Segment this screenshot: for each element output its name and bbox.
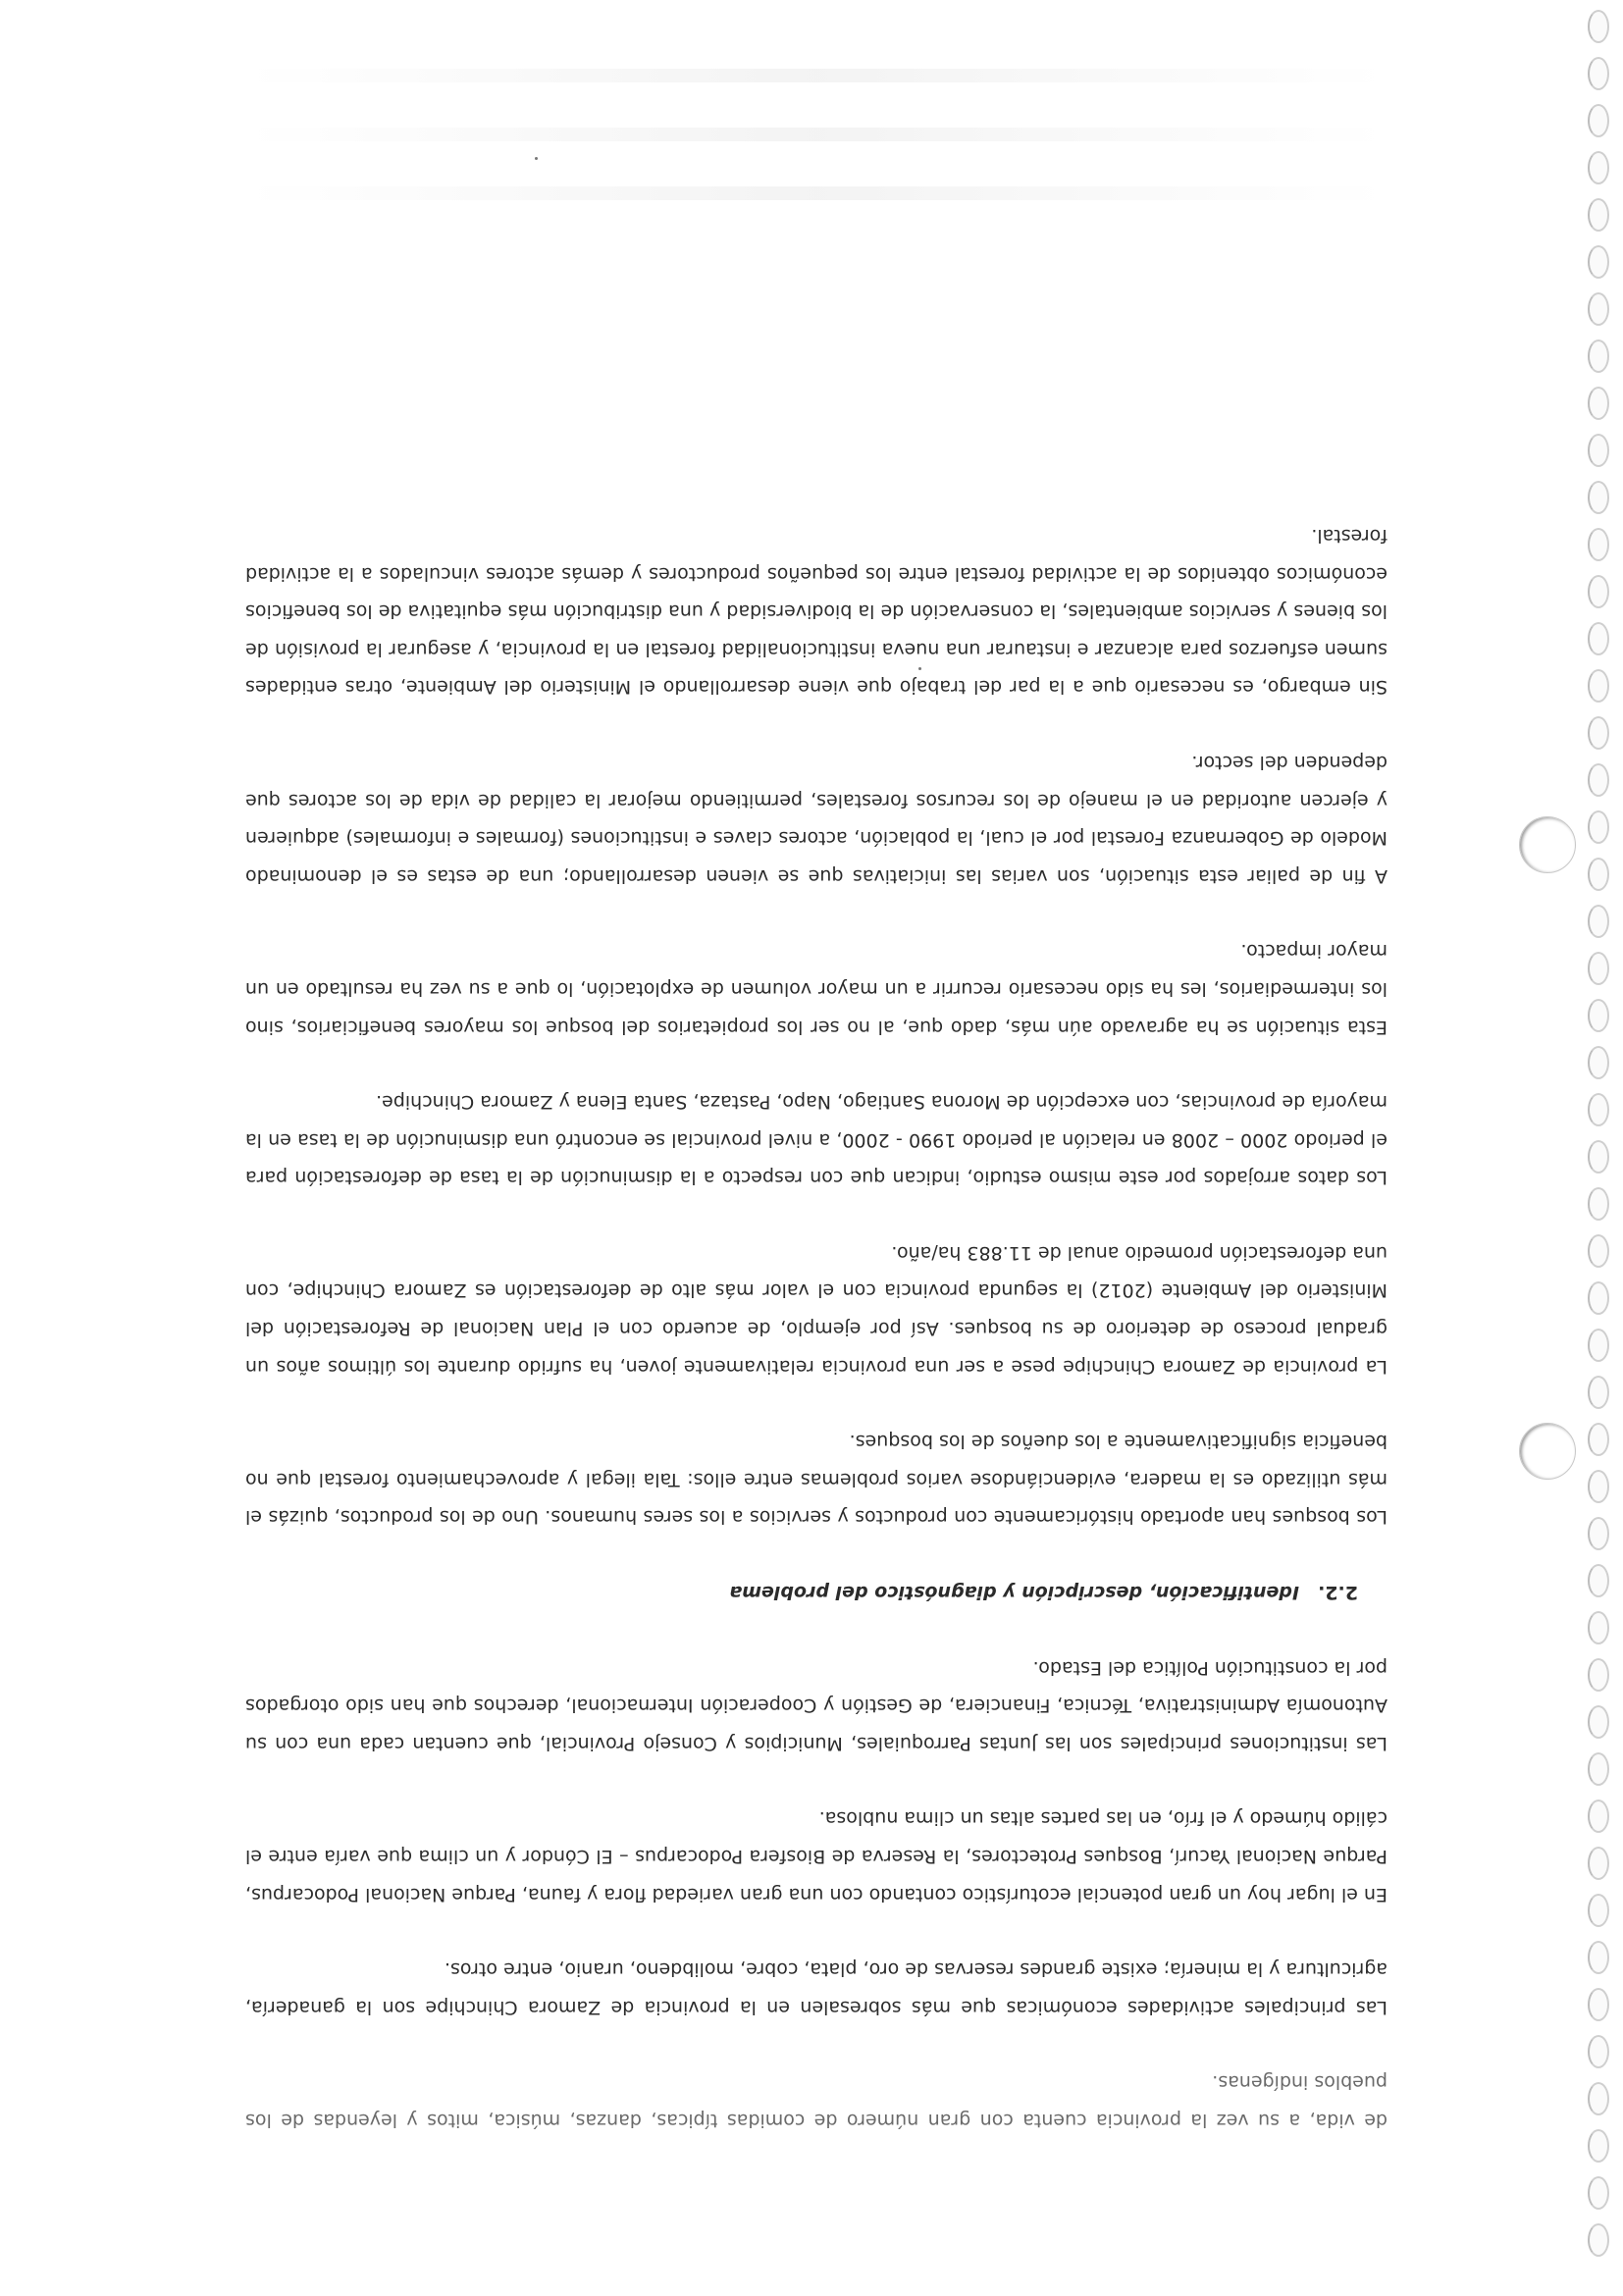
document-body (245, 471, 1387, 2139)
binder-hole (1588, 1847, 1609, 1880)
paragraph-situation-worsened: Esta situación se ha agravado aún más, dado que, al no ser los propietarios del bosque los mayores beneficiarios, sino los intermediarios, les ha sido necesario recurrir a un mayor volumen de explotación, lo que a su vez ha resultado en un mayor impacto. (245, 940, 1387, 1038)
binder-hole (1588, 1329, 1609, 1362)
paragraph-economic-activities: Las principales actividades económicas que más sobresalen en la provincia de Zamora Chinchipe son la ganadería, agricultura y la minería; existe grandes reservas de oro, plata, cobre, molibdeno, uranio, entre otros. (245, 1958, 1387, 2018)
paragraph-zamora-deforestation: La provincia de Zamora Chinchipe pese a ser una provincia relativamente joven, ha sufrido durante los últimos años un gradual proceso de deterioro de su bosques. Así por ejemplo, de acuerdo con el Plan Nacional de Reforestación del Ministerio del Ambiente (2012) la segunda provincia con el valor más alto de deforestación es Zamora Chinchipe, con una deforestación promedio anual de 11.883 ha/año. (245, 1241, 1387, 1378)
binder-hole (1588, 1517, 1609, 1550)
binder-hole (1588, 387, 1609, 420)
binder-hole (1588, 1093, 1609, 1126)
binder-hole (1588, 1988, 1609, 2021)
paragraph-ministry-efforts: Sin embargo, es necesario que a la par del trabajo que viene desarrollando el Ministerio del Ambiente, otras entidades sumen esfuerzos para alcanzar e instaurar una nueva institucionalidad forestal en la provincia, y asegurar la provisión de los bienes y servicios ambientales, la conservación de la biodiversidad y una distribución más equitativa de los beneficios económicos obtenidos de la actividad forestal entre los pequeños productores y demás actores vinculados a la actividad forestal. (245, 525, 1387, 699)
binder-hole (1588, 2176, 1609, 2210)
binder-hole (1588, 763, 1609, 797)
section-heading (245, 1573, 1358, 1611)
binder-hole (1588, 57, 1609, 90)
binder-hole (1588, 1470, 1609, 1503)
binder-hole (1588, 104, 1609, 137)
punch-hole (1519, 1423, 1576, 1480)
binder-hole (1588, 1281, 1609, 1315)
binder-hole (1588, 245, 1609, 279)
binder-hole (1588, 1564, 1609, 1597)
binder-hole (1588, 1376, 1609, 1409)
punch-hole (1519, 816, 1576, 873)
binder-hole (1588, 2035, 1609, 2068)
binder-hole (1588, 1423, 1609, 1456)
binder-hole (1588, 905, 1609, 938)
binder-hole (1588, 1941, 1609, 1974)
binder-hole (1588, 1046, 1609, 1079)
binder-hole (1588, 1658, 1609, 1692)
binder-hole (1588, 481, 1609, 514)
binder-hole (1588, 810, 1609, 844)
binder-hole (1588, 1140, 1609, 1174)
binder-hole (1588, 999, 1609, 1032)
paragraph-forest-products: Los bosques han aportado históricamente con productos y servicios a los seres humanos. Uno de los productos, quizás el más utilizado es la madera, evidenciándose varios problemas entre ellos: Tala ilegal y aprovechamiento forestal que no beneficia significativamente a los dueños de los bosques. (245, 1431, 1387, 1529)
paragraph-study-data: Los datos arrojados por este mismo estudio, indican que con respecto a la disminución de la tasa de deforestación para el periodo 2000 – 2008 en relación al periodo 1990 - 2000, a nivel provincial se encontró una disminución de la tasa en la mayoría de provincias, con excepción de Morona Santiago, Napo, Pastaza, Santa Elena y Zamora Chinchipe. (245, 1091, 1387, 1189)
bleed-through-band (245, 69, 1387, 82)
binder-hole (1588, 1894, 1609, 1927)
binder-hole (1588, 1234, 1609, 1268)
binder-hole (1588, 339, 1609, 373)
paragraph-intro-continuation: de vida, a su vez la provincia cuenta con gran número de comidas típicas, danzas, música, mitos y leyendas de los pueblos indígenas. (245, 2071, 1387, 2131)
binder-hole (1588, 151, 1609, 184)
section-number: 2.2. (1318, 1582, 1358, 1604)
binder-hole (1588, 292, 1609, 326)
bleed-through-band (245, 128, 1387, 141)
binder-hole (1588, 1611, 1609, 1644)
section-title: Identificación, descripción y diagnóstico del problema (729, 1582, 1299, 1604)
binder-holes (1576, 0, 1615, 2296)
binder-hole (1588, 1800, 1609, 1833)
binder-hole (1588, 1752, 1609, 1786)
binder-hole (1588, 2082, 1609, 2115)
scan-speck (535, 157, 538, 160)
binder-hole (1588, 669, 1609, 703)
paragraph-governance-model: A fin de paliar esta situación, son varias las iniciativas que se vienen desarrollando; una de estas es el denominado Modelo de Gobernanza Forestal por el cual, la población, actores claves e instituciones (formales e informales) adquieren y ejercen autoridad en el manejo de los recursos forestales, permitiendo mejorar la calidad de vida de los actores que dependen del sector. (245, 751, 1387, 887)
binder-hole (1588, 622, 1609, 655)
binder-hole (1588, 2129, 1609, 2163)
binder-hole (1588, 716, 1609, 750)
binder-hole (1588, 858, 1609, 891)
paragraph-institutions: Las instituciones principales son las Juntas Parroquiales, Municipios y Consejo Provincial, que cuentan cada una con su Autonomía Administrativa, Técnica, Financiera, de Gestión y Cooperación Internacional, derechos que han sido otorgados por la constitución Política del Estado. (245, 1656, 1387, 1754)
paragraph-ecotourism: En el lugar hoy un gran potencial ecoturístico contando con una gran variedad flora y fauna, Parque Nacional Podocarpus, Parque Nacional Yacurí, Bosques Protectores, la Reserva de Biosfera Podocarpus – El Cóndor y un clima que varía entre el cálido húmedo y el frío, en las partes altas un clima nublosa. (245, 1807, 1387, 1905)
binder-hole (1588, 1705, 1609, 1739)
bleed-through-band (245, 186, 1387, 200)
binder-hole (1588, 10, 1609, 43)
binder-hole (1588, 952, 1609, 985)
binder-hole (1588, 434, 1609, 467)
binder-hole (1588, 2223, 1609, 2257)
binder-hole (1588, 575, 1609, 608)
binder-hole (1588, 198, 1609, 232)
binder-hole (1588, 1187, 1609, 1221)
binder-hole (1588, 528, 1609, 561)
